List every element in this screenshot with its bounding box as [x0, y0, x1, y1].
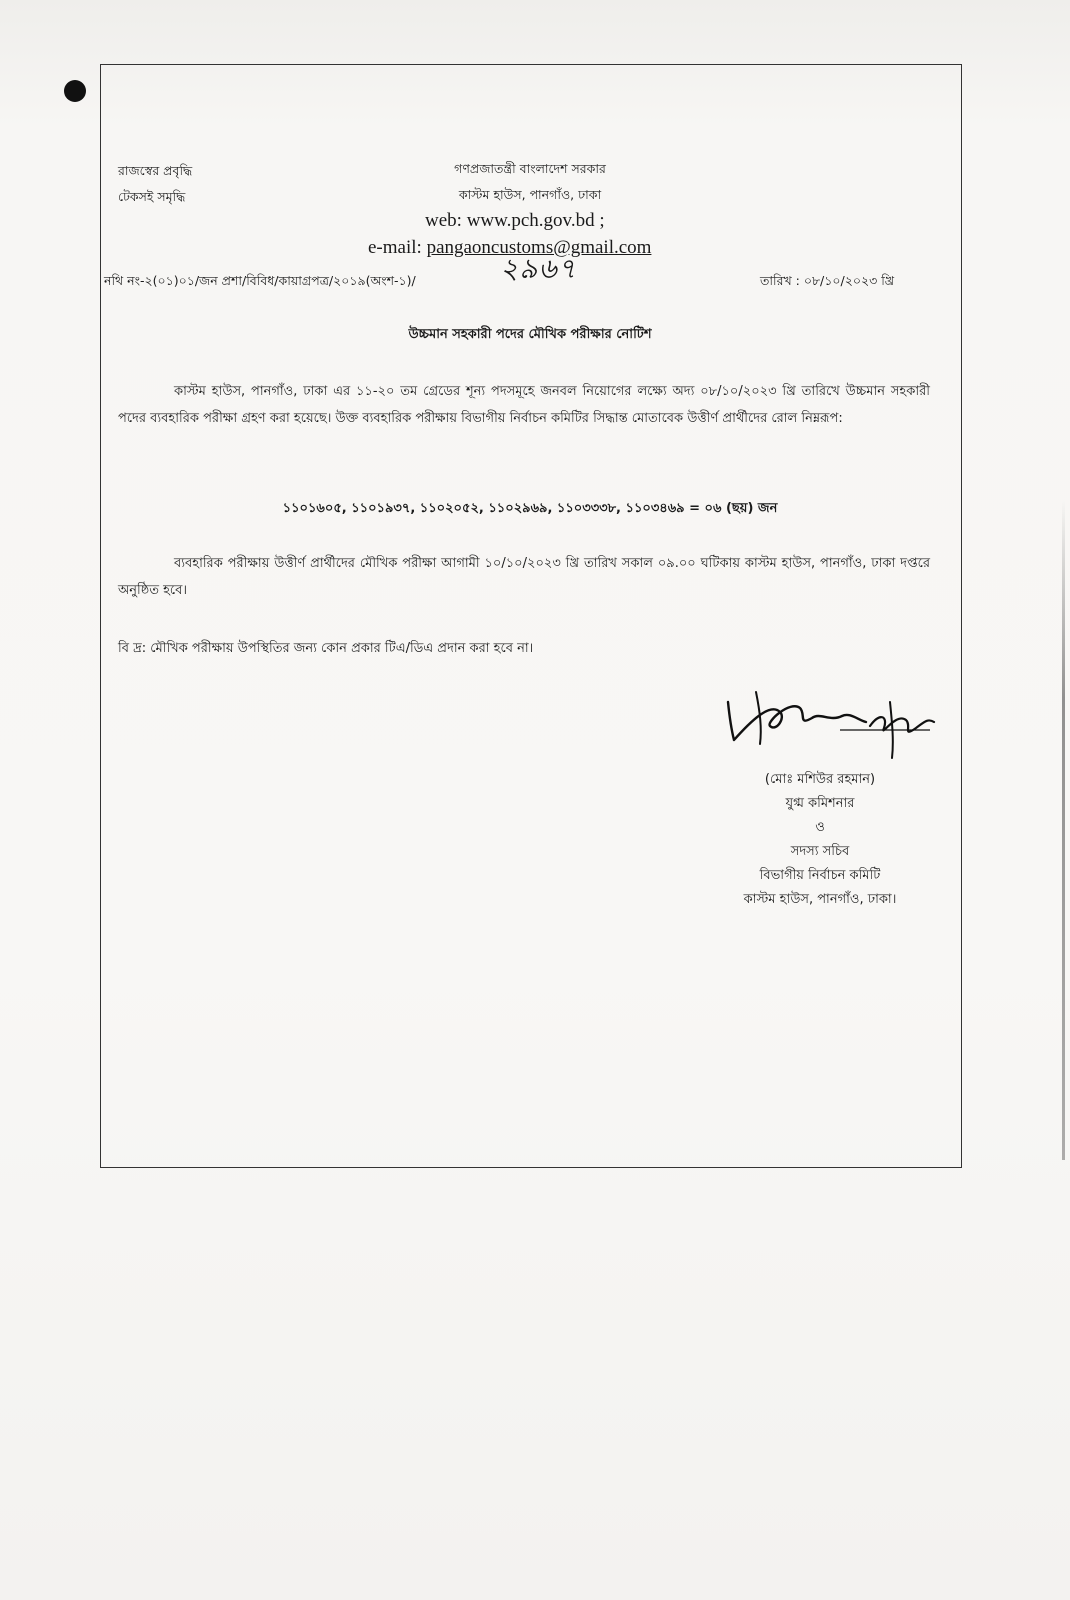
slogan-line-2: টেকসই সমৃদ্ধি: [118, 189, 186, 204]
slogan-line-1: রাজস্বের প্রবৃদ্ধি: [118, 163, 193, 178]
body-paragraph-2: ব্যবহারিক পরীক্ষায় উত্তীর্ণ প্রার্থীদের মৌখিক পরীক্ষা আগামী ১০/১০/২০২৩ খ্রি তারিখ সকাল ০৯.০০ ঘটিকায় কাস্টম হাউস, পানগাঁও, ঢাকা দপ্তরে অনুষ্ঠিত হবে।: [118, 556, 930, 598]
handwritten-serial-number: ২৯৬৭: [500, 252, 577, 285]
signature-block: [700, 768, 940, 912]
signatory-title-1: যুগ্ম কমিশনার: [785, 796, 855, 811]
memo-number: নথি নং-২(০১)০১/জন প্রশা/বিবিধ/কায়াগ্রপত্র/২০১৯(অংশ-১)/: [104, 273, 416, 288]
signatory-name: (মোঃ মশিউর রহমান): [764, 772, 876, 787]
signatory-conjunction: ও: [815, 820, 825, 835]
punch-hole-mark: [64, 80, 86, 102]
page-edge-shadow: [1062, 500, 1065, 1160]
body-paragraph-1: কাস্টম হাউস, পানগাঁও, ঢাকা এর ১১-২০ তম গ্রেডের শূন্য পদসমূহে জনবল নিয়োগের লক্ষ্যে অদ্য ০৮/১০/২০২৩ খ্রি তারিখে উচ্চমান সহকারী পদের ব্যবহারিক পরীক্ষা গ্রহণ করা হয়েছে। উক্ত ব্যবহারিক পরীক্ষায় বিভাগীয় নির্বাচন কমিটির সিদ্ধান্ত মোতাবেক উত্তীর্ণ প্রার্থীদের রোল নিম্নরূপ:: [118, 384, 930, 426]
signatory-title-2: সদস্য সচিব: [790, 844, 850, 859]
signatory-committee: বিভাগীয় নির্বাচন কমিটি: [759, 868, 881, 883]
signatory-office: কাস্টম হাউস, পানগাঁও, ঢাকা।: [743, 892, 897, 907]
email-label: e-mail:: [368, 237, 422, 258]
note-line: বি দ্র: মৌখিক পরীক্ষায় উপস্থিতির জন্য কোন প্রকার টিএ/ডিএ প্রদান করা হবে না।: [118, 641, 534, 656]
email-link[interactable]: pangaoncustoms@gmail.com: [426, 237, 652, 258]
govt-title: গণপ্রজাতন্ত্রী বাংলাদেশ সরকার: [454, 161, 606, 176]
issue-date: তারিখ : ০৮/১০/২০২৩ খ্রি: [760, 273, 895, 288]
roll-numbers: ১১০১৬০৫, ১১০১৯৩৭, ১১০২০৫২, ১১০২৯৬৯, ১১০৩৩৩৮, ১১০৩৪৬৯ = ০৬ (ছয়) জন: [282, 501, 778, 516]
notice-subject: উচ্চমান সহকারী পদের মৌখিক পরীক্ষার নোটিশ: [408, 327, 652, 342]
handwritten-signature: [720, 682, 940, 762]
web-line: [425, 210, 605, 232]
web-link[interactable]: www.pch.gov.bd ;: [466, 210, 605, 231]
office-address: কাস্টম হাউস, পানগাঁও, ঢাকা: [458, 187, 602, 202]
web-label: web:: [425, 210, 462, 231]
